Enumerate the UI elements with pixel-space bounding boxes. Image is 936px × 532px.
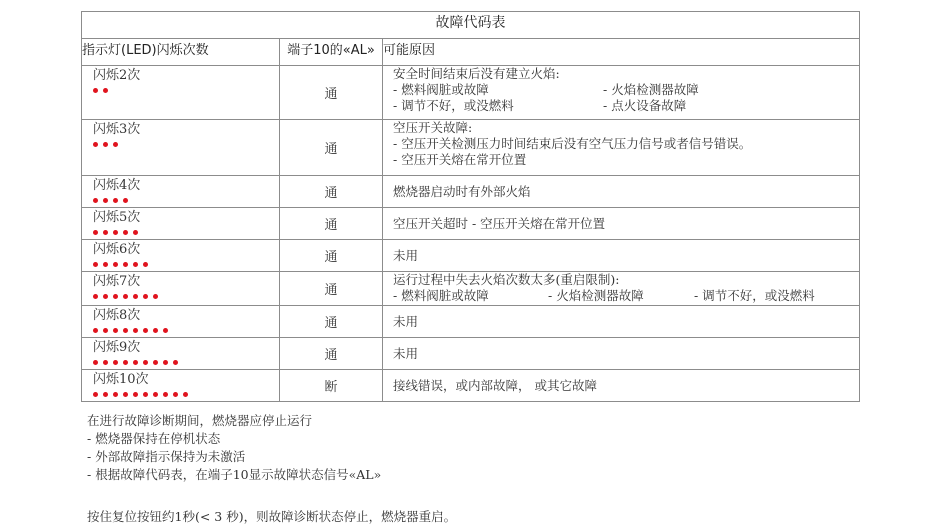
- led-dot-icon: [153, 392, 158, 397]
- notes-item: - 燃烧器保持在停机状态: [87, 431, 221, 446]
- led-dot-icon: [103, 142, 108, 147]
- led-flash-cell: [82, 120, 280, 176]
- terminal-al-status: 通: [280, 240, 383, 272]
- led-dot-icon: [93, 88, 98, 93]
- possible-cause-cell: [383, 66, 860, 120]
- cause-item-line: [393, 288, 859, 304]
- cause-item: - 空压开关熔在常开位置: [393, 152, 527, 167]
- led-dot-icon: [93, 262, 98, 267]
- table-row: [82, 370, 860, 402]
- led-dot-group: [93, 325, 279, 335]
- led-flash-label: 闪烁3次: [93, 122, 141, 137]
- led-dot-icon: [113, 142, 118, 147]
- notes-item: - 外部故障指示保持为未激活: [87, 449, 246, 464]
- led-flash-cell: [82, 306, 280, 338]
- led-dot-icon: [103, 392, 108, 397]
- led-flash-cell: [82, 370, 280, 402]
- led-dot-icon: [93, 230, 98, 235]
- led-dot-group: [93, 259, 279, 269]
- led-dot-icon: [133, 360, 138, 365]
- led-dot-group: [93, 227, 279, 237]
- led-dot-icon: [133, 294, 138, 299]
- led-flash-cell: [82, 240, 280, 272]
- led-dot-icon: [103, 230, 108, 235]
- led-dot-icon: [133, 230, 138, 235]
- terminal-al-status: 通: [280, 176, 383, 208]
- led-dot-icon: [93, 360, 98, 365]
- terminal-al-status: 通: [280, 120, 383, 176]
- terminal-al-status: 通: [280, 272, 383, 306]
- cause-item: - 调节不好，或没燃料: [393, 98, 514, 113]
- notes-item: - 根据故障代码表，在端子10显示故障状态信号«AL»: [87, 467, 382, 482]
- led-dot-icon: [133, 262, 138, 267]
- led-dot-icon: [93, 328, 98, 333]
- cause-item-line: [393, 98, 859, 114]
- possible-cause-cell: [383, 306, 860, 338]
- led-dot-icon: [133, 328, 138, 333]
- table-row: [82, 208, 860, 240]
- cause-text: 未用: [393, 247, 419, 263]
- led-flash-label: 闪烁5次: [93, 210, 141, 225]
- table-header-row: [82, 39, 860, 66]
- led-flash-cell: [82, 176, 280, 208]
- table-row: [82, 272, 860, 306]
- cause-item: - 火焰检测器故障: [548, 288, 644, 303]
- led-dot-icon: [183, 392, 188, 397]
- led-flash-label: 闪烁6次: [93, 242, 141, 257]
- led-dot-icon: [123, 198, 128, 203]
- table-title: 故障代码表: [82, 12, 860, 39]
- led-dot-icon: [153, 328, 158, 333]
- cause-item: - 燃料阀脏或故障: [393, 82, 489, 97]
- cause-item: - 火焰检测器故障: [603, 82, 699, 97]
- cause-text: 未用: [393, 345, 419, 361]
- led-dot-icon: [163, 328, 168, 333]
- led-flash-label: 闪烁4次: [93, 178, 141, 193]
- led-dot-icon: [143, 360, 148, 365]
- cause-item: - 点火设备故障: [603, 98, 687, 113]
- led-flash-label: 闪烁7次: [93, 274, 141, 289]
- table-row: [82, 120, 860, 176]
- cause-text: 燃烧器启动时有外部火焰: [393, 183, 531, 199]
- led-dot-icon: [173, 392, 178, 397]
- led-dot-group: [93, 139, 279, 149]
- led-dot-icon: [103, 198, 108, 203]
- led-dot-icon: [123, 262, 128, 267]
- cause-title: 运行过程中失去火焰次数太多(重启限制):: [393, 272, 620, 287]
- possible-cause-cell: [383, 208, 860, 240]
- led-dot-icon: [153, 360, 158, 365]
- cause-item: - 调节不好，或没燃料: [694, 288, 815, 303]
- led-dot-icon: [113, 262, 118, 267]
- fault-rows: [82, 66, 860, 402]
- header-led-flashes: 指示灯(LED)闪烁次数: [82, 39, 280, 66]
- terminal-al-status: 通: [280, 306, 383, 338]
- led-flash-label: 闪烁8次: [93, 308, 141, 323]
- table-row: [82, 306, 860, 338]
- led-dot-group: [93, 291, 279, 301]
- notes-intro: 在进行故障诊断期间，燃烧器应停止运行: [87, 413, 313, 428]
- diagnostic-notes: [87, 412, 381, 484]
- led-dot-icon: [103, 360, 108, 365]
- led-dot-group: [93, 357, 279, 367]
- led-dot-icon: [123, 392, 128, 397]
- led-dot-icon: [143, 328, 148, 333]
- led-dot-icon: [103, 88, 108, 93]
- led-flash-cell: [82, 272, 280, 306]
- terminal-al-status: 通: [280, 338, 383, 370]
- cause-text: 接线错误，或内部故障， 或其它故障: [393, 377, 597, 393]
- terminal-al-status: 通: [280, 66, 383, 120]
- header-possible-cause: 可能原因: [383, 39, 860, 66]
- terminal-al-status: 断: [280, 370, 383, 402]
- table-row: [82, 338, 860, 370]
- cause-item: - 燃料阀脏或故障: [393, 288, 489, 303]
- led-dot-icon: [103, 294, 108, 299]
- header-terminal-al: 端子10的«AL»: [280, 39, 383, 66]
- led-dot-icon: [103, 262, 108, 267]
- led-dot-icon: [113, 230, 118, 235]
- led-flash-label: 闪烁2次: [93, 68, 141, 83]
- possible-cause-cell: [383, 120, 860, 176]
- terminal-al-status: 通: [280, 208, 383, 240]
- fault-code-table-container: [81, 11, 859, 402]
- led-dot-group: [93, 195, 279, 205]
- led-dot-icon: [93, 198, 98, 203]
- cause-text: 未用: [393, 313, 419, 329]
- fault-code-table: [81, 11, 860, 402]
- led-dot-icon: [93, 294, 98, 299]
- led-dot-icon: [113, 360, 118, 365]
- possible-cause-cell: [383, 370, 860, 402]
- led-dot-group: [93, 389, 279, 399]
- led-dot-icon: [113, 328, 118, 333]
- cause-title: 空压开关故障:: [393, 120, 473, 135]
- cause-title: 安全时间结束后没有建立火焰:: [393, 66, 560, 81]
- led-flash-label: 闪烁9次: [93, 340, 141, 355]
- led-flash-cell: [82, 338, 280, 370]
- possible-cause-cell: [383, 176, 860, 208]
- led-dot-icon: [123, 328, 128, 333]
- reset-instruction: 按住复位按钮约1秒(< 3 秒)，则故障诊断状态停止，燃烧器重启。: [87, 509, 457, 524]
- led-dot-icon: [113, 198, 118, 203]
- table-row: [82, 176, 860, 208]
- led-dot-icon: [93, 142, 98, 147]
- cause-item-line: [393, 82, 859, 98]
- led-flash-cell: [82, 208, 280, 240]
- led-dot-icon: [143, 294, 148, 299]
- cause-item: - 空压开关检测压力时间结束后没有空气压力信号或者信号错误。: [393, 136, 752, 151]
- led-dot-icon: [103, 328, 108, 333]
- led-dot-icon: [123, 294, 128, 299]
- led-dot-group: [93, 85, 279, 95]
- cause-text: 空压开关超时 - 空压开关熔在常开位置: [393, 215, 606, 231]
- led-dot-icon: [93, 392, 98, 397]
- possible-cause-cell: [383, 240, 860, 272]
- led-dot-icon: [123, 360, 128, 365]
- led-dot-icon: [163, 392, 168, 397]
- led-dot-icon: [113, 294, 118, 299]
- led-dot-icon: [113, 392, 118, 397]
- table-row: [82, 66, 860, 120]
- led-flash-label: 闪烁10次: [93, 372, 149, 387]
- led-dot-icon: [143, 262, 148, 267]
- possible-cause-cell: [383, 272, 860, 306]
- possible-cause-cell: [383, 338, 860, 370]
- table-title-row: [82, 12, 860, 39]
- led-dot-icon: [173, 360, 178, 365]
- led-flash-cell: [82, 66, 280, 120]
- table-row: [82, 240, 860, 272]
- led-dot-icon: [143, 392, 148, 397]
- led-dot-icon: [153, 294, 158, 299]
- led-dot-icon: [123, 230, 128, 235]
- led-dot-icon: [163, 360, 168, 365]
- led-dot-icon: [133, 392, 138, 397]
